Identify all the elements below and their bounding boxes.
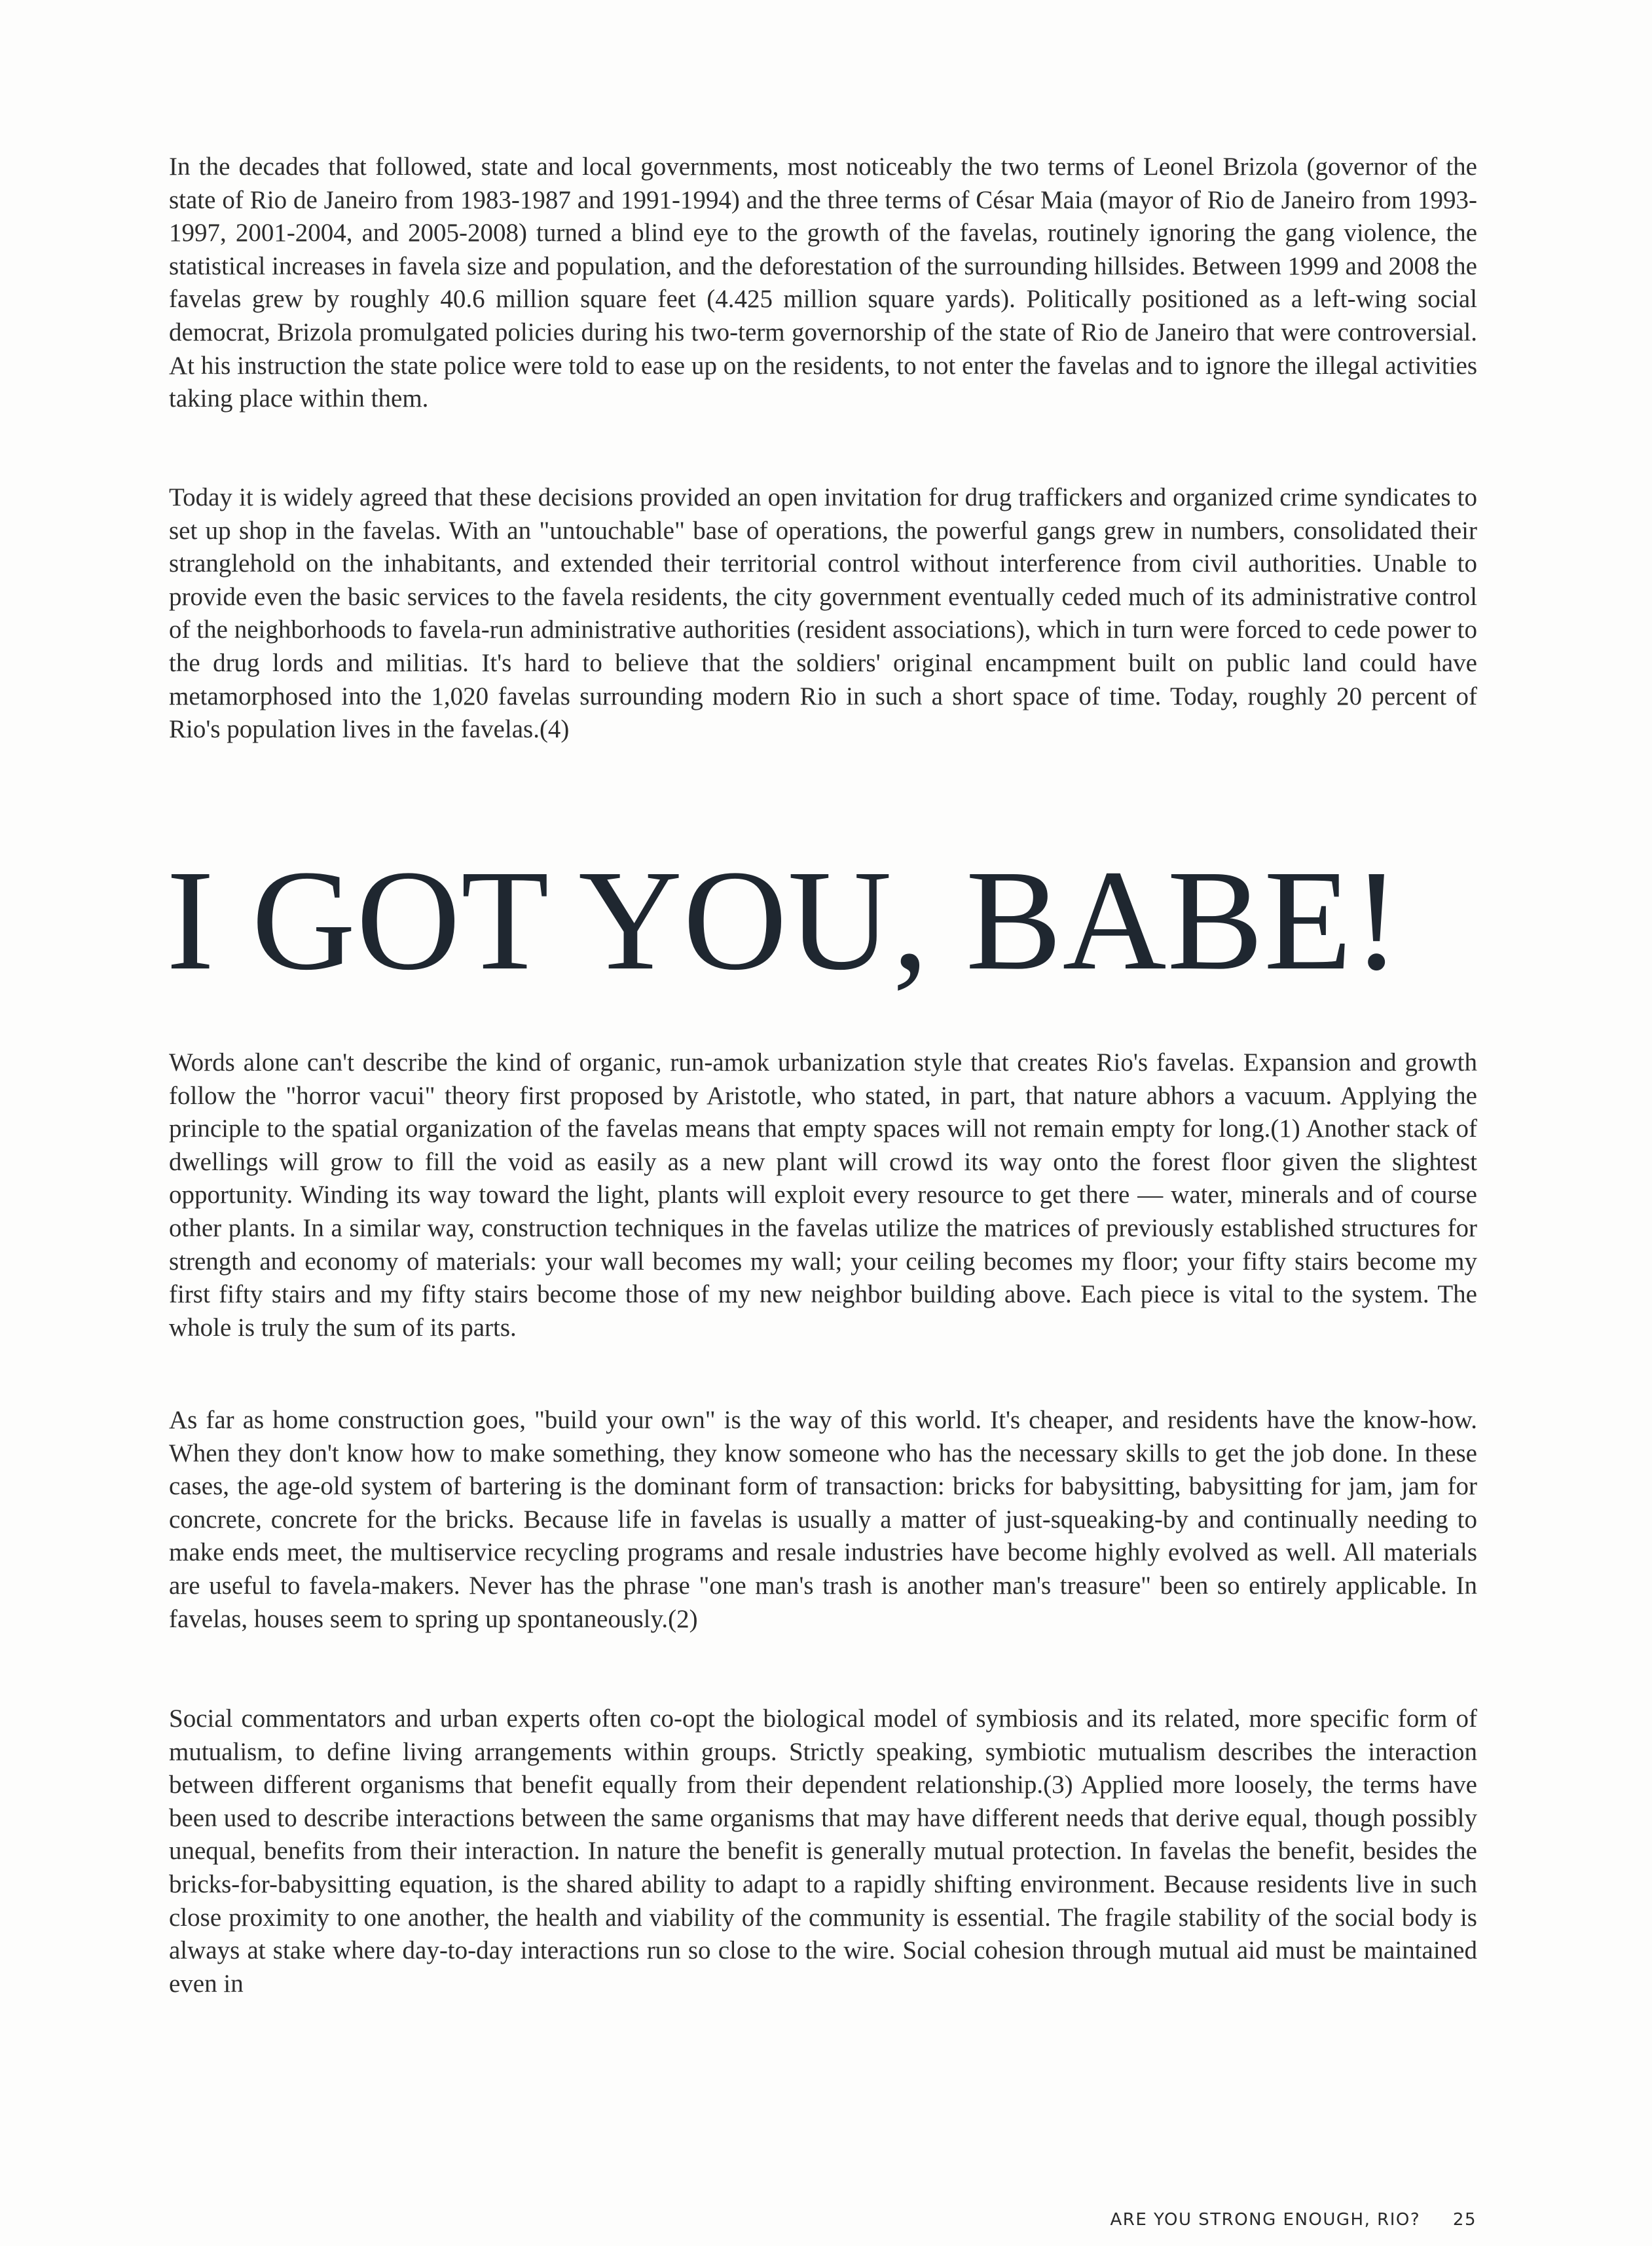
- body-paragraph-4: As far as home construction goes, "build your own" is the way of this world. It's cheaper, and residents have the know-how. When they don't know how to make something, they know someone who has the necessary skills to get the job done. In these cases, the age-old system of bartering is the dominant form of transaction: bricks for babysitting, babysitting for jam, jam for concrete, concrete for the bricks. Because life in favelas is usually a matter of just-squeaking-by and continually needing to make ends meet, the multiservice recycling programs and resale industries have become highly evolved as well. All materials are useful to favela-makers. Never has the phrase "one man's trash is another man's treasure" been so entirely applicable. In favelas, houses seem to spring up spontaneously.(2): [169, 1406, 1477, 1633]
- body-paragraph-3: Words alone can't describe the kind of organic, run-amok urbanization style that creates Rio's favelas. Expansion and growth follow the "horror vacui" theory first proposed by Aristotle, who stated, in part, that nature abhors a vacuum. Applying the principle to the spatial organization of the favelas means that empty spaces will not remain empty for long.(1) Another stack of dwellings will grow to fill the void as easily as a new plant will crowd its way onto the forest floor given the slightest opportunity. Winding its way toward the light, plants will exploit every resource to get there — water, minerals and of course other plants. In a similar way, construction techniques in the favelas utilize the matrices of previously established structures for strength and economy of materials: your wall becomes my wall; your ceiling becomes my floor; your fifty stairs become my first fifty stairs and my fifty stairs become those of my new neighbor building above. Each piece is vital to the system. The whole is truly the sum of its parts.: [169, 1048, 1477, 1342]
- page-number: 25: [1452, 2210, 1477, 2230]
- body-paragraph-5: Social commentators and urban experts often co-opt the biological model of symbiosis and its related, more specific form of mutualism, to define living arrangements within groups. Strictly speaking, symbiotic mutualism describes the interaction between different organisms that benefit equally from their dependent relationship.(3) Applied more loosely, the terms have been used to describe interactions between the same organisms that may have different needs that derive equal, though possibly unequal, benefits from their interaction. In nature the benefit is generally mutual protection. In favelas the benefit, besides the bricks-for-babysitting equation, is the shared ability to adapt to a rapidly shifting environment. Because residents live in such close proximity to one another, the health and viability of the community is essential. The fragile stability of the social body is always at stake where day-to-day interactions run so close to the wire. Social cohesion through mutual aid must be maintained even in: [169, 1704, 1477, 1998]
- page-footer: [1111, 2210, 1477, 2230]
- body-paragraph-2: Today it is widely agreed that these decisions provided an open invitation for drug traffickers and organized crime syndicates to set up shop in the favelas. With an "untouchable" base of operations, the powerful gangs grew in numbers, consolidated their stranglehold on the inhabitants, and extended their territorial control without interference from civil authorities. Unable to provide even the basic services to the favela residents, the city government eventually ceded much of its administrative control of the neighborhoods to favela-run administrative authorities (resident associations), which in turn were forced to cede power to the drug lords and militias. It's hard to believe that the soldiers' original encampment built on public land could have metamorphosed into the 1,020 favelas surrounding modern Rio in such a short space of time. Today, roughly 20 percent of Rio's population lives in the favelas.(4): [169, 483, 1477, 744]
- section-headline: I GOT YOU, BABE!: [166, 840, 1401, 1000]
- running-title: ARE YOU STRONG ENOUGH, RIO?: [1110, 2210, 1421, 2230]
- body-paragraph-1: In the decades that followed, state and local governments, most noticeably the two terms of Leonel Brizola (governor of the state of Rio de Janeiro from 1983-1987 and 1991-1994) and the three terms of César Maia (mayor of Rio de Janeiro from 1993-1997, 2001-2004, and 2005-2008) turned a blind eye to the growth of the favelas, routinely ignoring the gang violence, the statistical increases in favela size and population, and the deforestation of the surrounding hillsides. Between 1999 and 2008 the favelas grew by roughly 40.6 million square feet (4.425 million square yards). Politically positioned as a left-wing social democrat, Brizola promulgated policies during his two-term governorship of the state of Rio de Janeiro that were controversial. At his instruction the state police were told to ease up on the residents, to not enter the favelas and to ignore the illegal activities taking place within them.: [169, 153, 1477, 413]
